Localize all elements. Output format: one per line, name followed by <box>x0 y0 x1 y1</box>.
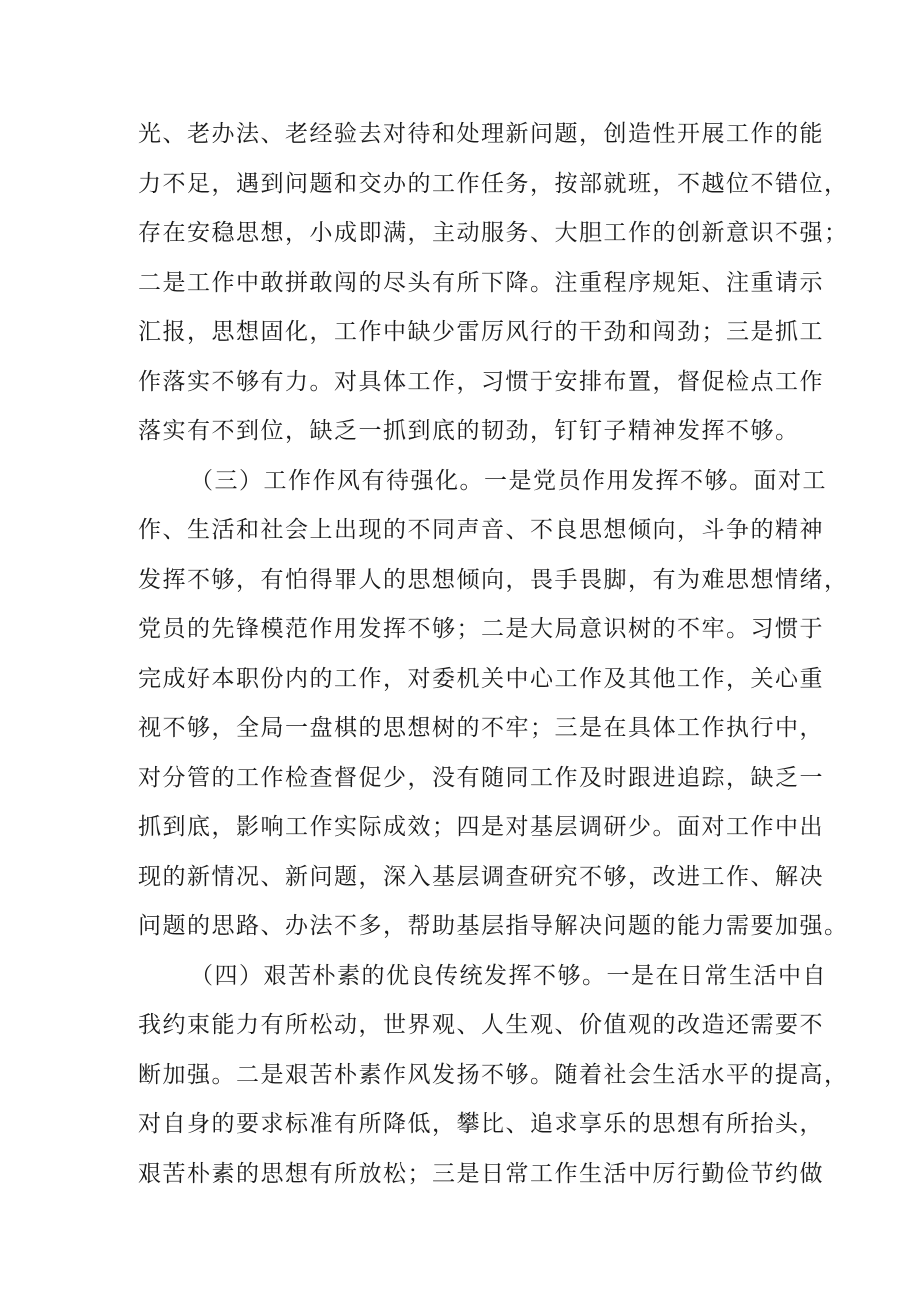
text-line: （四）艰苦朴素的优良传统发挥不够。一是在日常生活中自 <box>190 962 827 989</box>
text-line: （三）工作作风有待强化。一是党员作用发挥不够。面对工 <box>190 467 827 494</box>
text-line: 对分管的工作检查督促少，没有随同工作及时跟进追踪，缺乏一 <box>138 764 824 791</box>
text-line: 落实有不到位，缺乏一抓到底的韧劲，钉钉子精神发挥不够。 <box>138 418 800 444</box>
text-line: 问题的思路、办法不多，帮助基层指导解决问题的能力需要加强。 <box>138 913 849 939</box>
text-line: 视不够，全局一盘棋的思想树的不牢；三是在具体工作执行中， <box>138 715 824 741</box>
text-line: 我约束能力有所松动，世界观、人生观、价值观的改造还需要不 <box>138 1012 824 1038</box>
text-line: 力不足，遇到问题和交办的工作任务，按部就班，不越位不错位， <box>138 170 849 197</box>
text-line: 存在安稳思想，小成即满，主动服务、大胆工作的创新意识不强； <box>138 220 849 246</box>
text-line: 发挥不够，有怕得罪人的思想倾向，畏手畏脚，有为难思想情绪， <box>138 566 849 593</box>
document-body <box>138 110 849 1199</box>
text-line: 光、老办法、老经验去对待和处理新问题，创造性开展工作的能 <box>138 121 824 147</box>
text-line: 抓到底，影响工作实际成效；四是对基层调研少。面对工作中出 <box>138 814 824 840</box>
text-line: 二是工作中敢拼敢闯的尽头有所下降。注重程序规矩、注重请示 <box>138 269 824 296</box>
text-line: 现的新情况、新问题，深入基层调查研究不够，改进工作、解决 <box>138 863 824 890</box>
text-line: 作、生活和社会上出现的不同声音、不良思想倾向，斗争的精神 <box>138 517 824 543</box>
text-line: 汇报，思想固化，工作中缺少雷厉风行的干劲和闯劲；三是抓工 <box>138 319 824 345</box>
paragraph-1 <box>138 110 849 457</box>
paragraph-2 <box>138 457 849 952</box>
text-line: 断加强。二是艰苦朴素作风发扬不够。随着社会生活水平的提高， <box>138 1061 849 1088</box>
text-line: 对自身的要求标准有所降低，攀比、追求享乐的思想有所抬头， <box>138 1111 824 1137</box>
text-line: 艰苦朴素的思想有所放松；三是日常工作生活中厉行勤俭节约做 <box>138 1160 824 1187</box>
text-line: 完成好本职份内的工作，对委机关中心工作及其他工作，关心重 <box>138 665 824 692</box>
paragraph-3 <box>138 952 849 1200</box>
text-line: 作落实不够有力。对具体工作，习惯于安排布置，督促检点工作 <box>138 368 824 395</box>
text-line: 党员的先锋模范作用发挥不够；二是大局意识树的不牢。习惯于 <box>138 616 824 642</box>
